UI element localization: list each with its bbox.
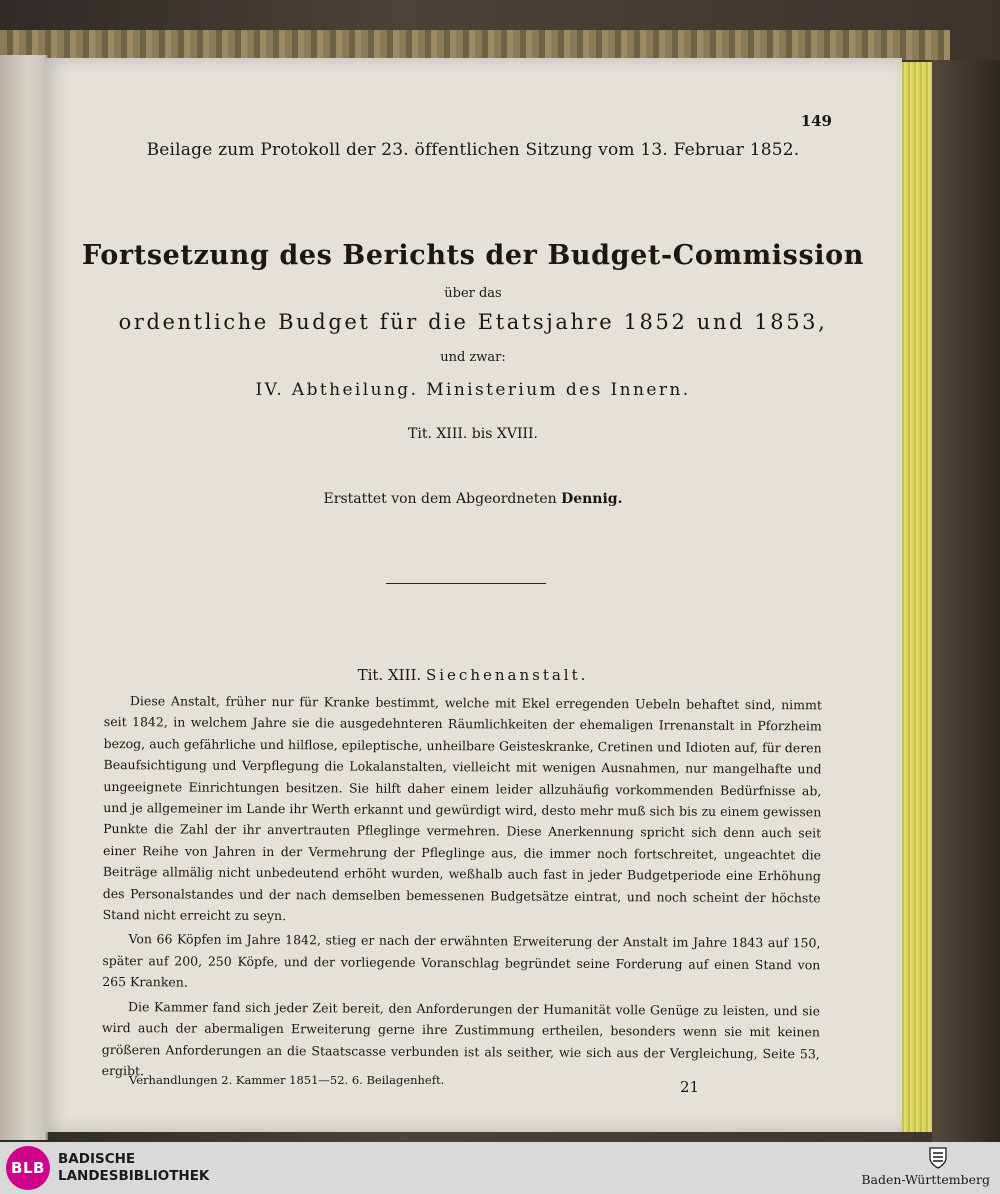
coat-of-arms-icon (928, 1146, 948, 1170)
department-heading: IV. Abtheilung. Ministerium des Innern. (255, 380, 691, 400)
section-title: Siechenanstalt. (425, 666, 589, 684)
blb-logo-icon[interactable]: BLB (6, 1146, 50, 1190)
state-name: Baden-Württemberg (861, 1172, 990, 1187)
library-name-line2: LANDESBIBLIOTHEK (58, 1168, 210, 1184)
titles-range: Tit. XIII. bis XVIII. (408, 426, 538, 442)
budget-title: ordentliche Budget für die Etatsjahre 1852 und 1853, (118, 310, 828, 334)
document-page (44, 58, 902, 1132)
left-page-edge (0, 55, 48, 1140)
paragraph: Von 66 Köpfen im Jahre 1842, stieg er nach der erwähnten Erweiterung der Anstalt im Jahre 1843 auf 150, später auf 200, 250 Köpfe, und der vorliegende Voranschlag begründet seine Forderung auf einen Stand von 265 Kranken. (102, 931, 821, 990)
reporter-name: Dennig. (561, 491, 623, 507)
library-name-line1: BADISCHE (58, 1151, 136, 1167)
signature-number: 21 (680, 1078, 700, 1096)
page-number: 149 (800, 112, 832, 130)
library-name[interactable] (58, 1151, 209, 1185)
paragraph: Diese Anstalt, früher nur für Kranke bestimmt, welche mit Ekel erregenden Uebeln behaftet sind, nimmt seit 1842, in welchem Jahre sie die ausgedehnteren Räumlichkeiten der ehemaligen Irrenanstalt in Pforzheim bezog, auch gefährliche und hilflose, epileptische, unheilbare Geisteskranke, Cretinen und Idioten auf, für deren Beaufsichtigung und Verpflegung die Lokalanstalten, vielleicht mit wenigen Ausnahmen, nur mangelhafte und ungeeignete Einrichtungen besitzen. Sie hilft daher einem leider allzuhäufig vorkommenden Bedürfnisse ab, und je allgemeiner im Lande ihr Werth erkannt und gewürdigt wird, desto mehr muß sich bis zu einem gewissen Punkte die Zahl der ihr anvertrauten Pfleglinge vermehren. Diese Anerkennung spricht sich denn auch seit einer Reihe von Jahren in der Vermehrung der Pfleglinge aus, die immer noch fortschreitet, ungeachtet die Beiträge allmälig nicht unbedeutend erhöht wurden, weßhalb auch fast in jeder Budgetperiode eine Erhöhung des Personalstandes und der nach demselben bemessenen Budgetsätze eintrat, und noch scheint der höchste Stand nicht erreicht zu seyn. (102, 693, 822, 924)
body-text (102, 690, 822, 1086)
section-heading (44, 666, 902, 684)
book-cover-edge (0, 30, 950, 60)
footer-reference: Verhandlungen 2. Kammer 1851—52. 6. Beilagenheft. (129, 1073, 445, 1087)
subtitle-connector: über das (444, 286, 502, 301)
report-title: Fortsetzung des Berichts der Budget-Commission (82, 240, 864, 271)
subtitle-connector-2: und zwar: (440, 350, 506, 365)
divider-rule (386, 583, 546, 584)
page-stack-edge (900, 62, 932, 1132)
supplement-line: Beilage zum Protokoll der 23. öffentlichen Sitzung vom 13. Februar 1852. (146, 140, 800, 160)
reporter-prefix: Erstattet von dem Abgeordneten (323, 491, 557, 507)
library-banner (0, 1142, 1000, 1194)
book-spine-shadow (932, 60, 1000, 1142)
paragraph: Die Kammer fand sich jeder Zeit bereit, den Anforderungen der Humanität volle Genüge zu leisten, und sie wird auch der abermaligen Erweiterung gerne ihre Zustimmung ertheilen, besonders wenn sie mit keinen größeren Anforderungen an die Staatscasse verbunden ist als seither, wie sich aus der Vergleichung, Seite 53, ergibt. (101, 998, 821, 1079)
section-number: Tit. XIII. (357, 666, 422, 684)
reporter-line (44, 491, 902, 507)
